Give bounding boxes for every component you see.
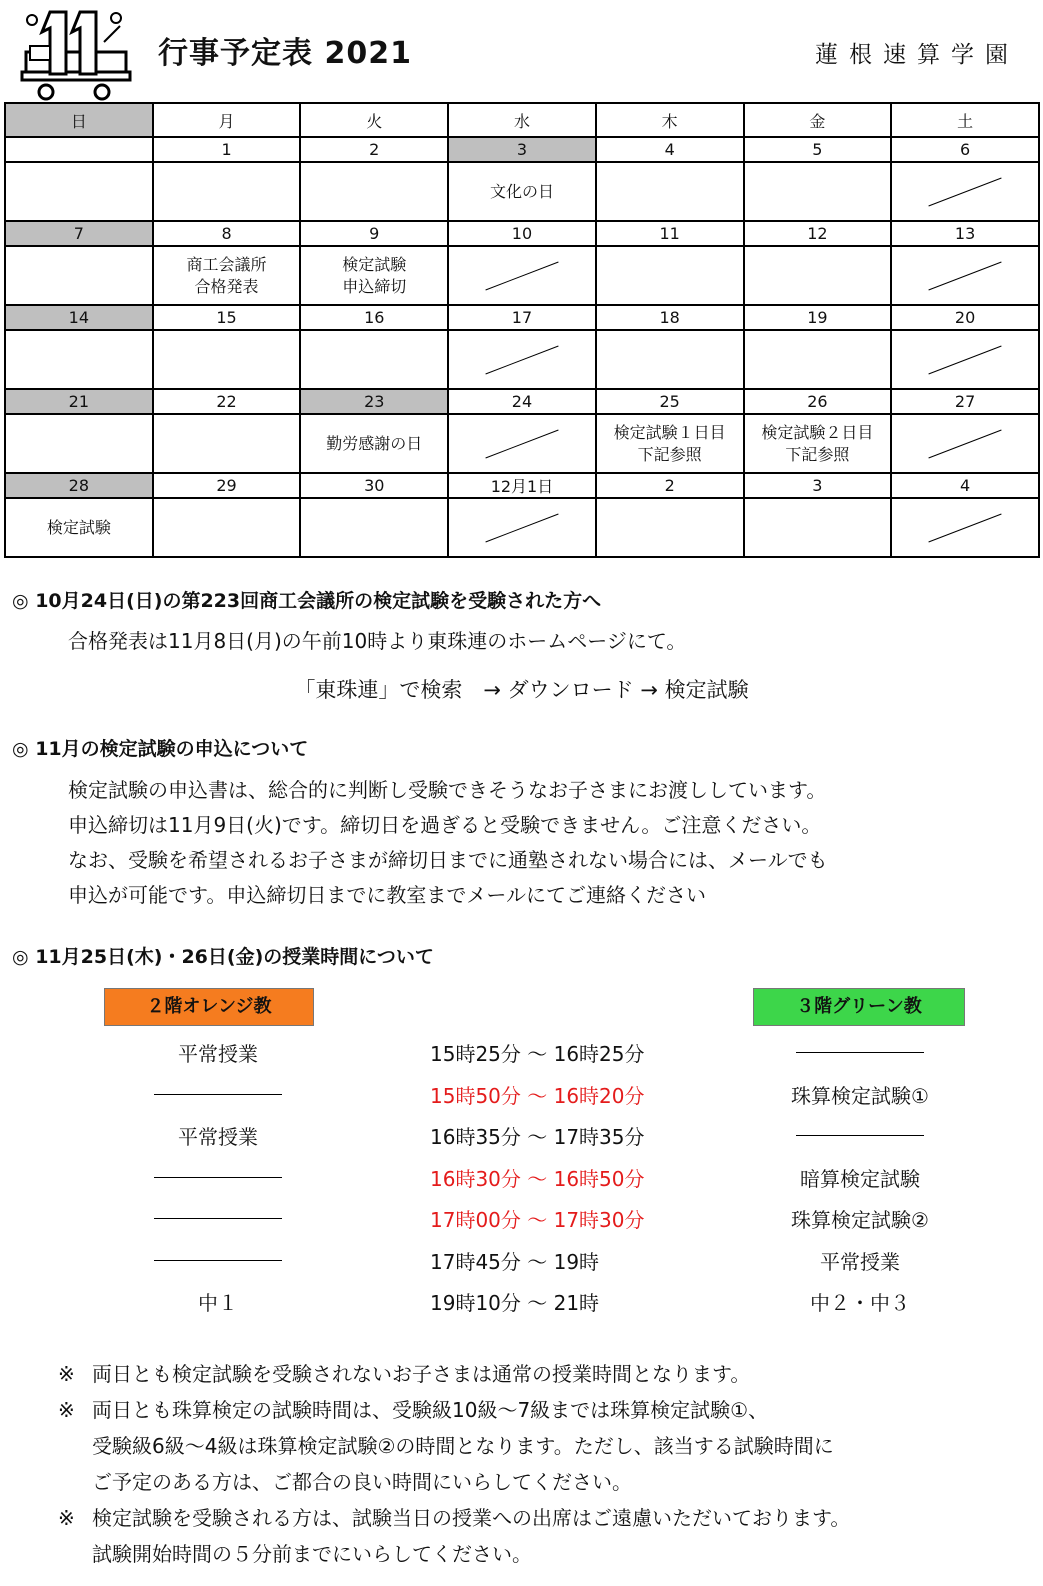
note-mark: ※	[58, 1506, 75, 1530]
schedule-row	[0, 1246, 1043, 1288]
time-slot: 16時35分 ～ 17時35分	[430, 1125, 645, 1149]
notes-list	[58, 1356, 1018, 1572]
application-line: なお、受験を希望されるお子さまが締切日までに通塾されない場合には、メールでも	[68, 848, 828, 872]
note-line: 受験級6級～4級は珠算検定試験②の時間となります。ただし、該当する試験時間に	[92, 1434, 834, 1458]
time-slot: 15時50分 ～ 16時20分	[430, 1083, 645, 1108]
date-event-cell	[744, 414, 892, 473]
date-event-row	[5, 162, 1039, 221]
time-slot: 16時30分 ～ 16時50分	[430, 1166, 645, 1191]
time-slot: 17時45分 ～ 19時	[430, 1249, 600, 1274]
date-event-row	[5, 330, 1039, 389]
date-event-cell	[300, 246, 448, 305]
date-number: 24	[448, 389, 596, 414]
date-number: 14	[5, 305, 153, 330]
date-event-cell	[891, 162, 1039, 221]
date-number: 6	[891, 137, 1039, 162]
orange-room-activity: 平常授業	[178, 1042, 258, 1066]
event-text: 文化の日	[489, 181, 554, 201]
note-mark: ※	[58, 1362, 75, 1386]
no-class-slash	[929, 513, 1002, 542]
no-class-slash	[485, 345, 558, 374]
event-text: 商工会議所	[186, 254, 267, 274]
date-event-row	[5, 498, 1039, 557]
none-dash	[154, 1094, 282, 1095]
date-number: 21	[5, 389, 153, 414]
no-class-slash	[929, 261, 1002, 290]
green-room-activity	[760, 1121, 960, 1145]
schedule-row	[0, 1121, 1043, 1163]
date-number-row	[5, 389, 1039, 414]
date-event-cell	[744, 162, 892, 221]
none-dash	[154, 1218, 282, 1219]
date-event-cell	[891, 498, 1039, 557]
date-event-cell	[448, 246, 596, 305]
date-event-cell	[596, 162, 744, 221]
time-slot: 19時10分 ～ 21時	[430, 1291, 600, 1315]
weekday-mon: 月	[153, 103, 301, 137]
event-text: 合格発表	[194, 276, 259, 296]
section-heading-class-times: ◎ 11月25日(木)・26日(金)の授業時間について	[12, 946, 434, 968]
date-number: 30	[300, 473, 448, 498]
no-class-slash	[485, 513, 558, 542]
date-number: 12	[744, 221, 892, 246]
date-event-cell	[153, 162, 301, 221]
weekday-header-row	[5, 103, 1039, 137]
date-event-row	[5, 246, 1039, 305]
green-room-activity: 珠算検定試験①	[791, 1083, 929, 1108]
date-number: 18	[596, 305, 744, 330]
date-event-cell	[891, 246, 1039, 305]
download-instructions: 「東珠連」で検索 → ダウンロード → 検定試験	[294, 678, 749, 702]
weekday-fri: 金	[744, 103, 892, 137]
event-text: 検定試験２日目	[761, 422, 874, 442]
orange-room-activity	[120, 1080, 316, 1104]
date-event-cell	[744, 246, 892, 305]
date-number: 4	[891, 473, 1039, 498]
date-event-cell	[153, 330, 301, 389]
date-event-cell	[744, 330, 892, 389]
date-event-cell	[300, 162, 448, 221]
application-text	[68, 773, 828, 913]
date-number-row	[5, 137, 1039, 162]
none-dash	[796, 1052, 924, 1053]
schedule-row	[0, 1080, 1043, 1122]
green-room-activity: 平常授業	[820, 1249, 900, 1274]
orange-room-activity	[120, 1246, 316, 1270]
date-number: 13	[891, 221, 1039, 246]
green-room-activity: 珠算検定試験②	[791, 1208, 929, 1232]
date-number: 19	[744, 305, 892, 330]
no-class-slash	[929, 345, 1002, 374]
date-event-cell	[153, 414, 301, 473]
date-event-cell	[596, 246, 744, 305]
date-number: 17	[448, 305, 596, 330]
date-event-cell	[153, 498, 301, 557]
date-event-row	[5, 414, 1039, 473]
date-number: 25	[596, 389, 744, 414]
orange-room-activity	[120, 1204, 316, 1228]
date-number-row	[5, 473, 1039, 498]
event-text: 勤労感謝の日	[326, 433, 423, 453]
date-number: 28	[5, 473, 153, 498]
weekday-sun: 日	[5, 103, 153, 137]
date-event-cell	[596, 498, 744, 557]
none-dash	[154, 1177, 282, 1178]
date-number: 10	[448, 221, 596, 246]
date-number: 22	[153, 389, 301, 414]
no-class-slash	[485, 261, 558, 290]
weekday-wed: 水	[448, 103, 596, 137]
date-event-cell	[891, 414, 1039, 473]
green-room-activity: 中２・中３	[810, 1291, 910, 1315]
orange-room-activity	[120, 1163, 316, 1187]
date-event-cell	[300, 414, 448, 473]
note-line: 両日とも珠算検定の試験時間は、受験級10級～7級までは珠算検定試験①、	[92, 1398, 769, 1422]
time-slot: 17時00分 ～ 17時30分	[430, 1208, 645, 1232]
orange-classroom-label: ２階オレンジ教	[104, 988, 314, 1026]
page-title: 行事予定表 2021	[158, 36, 412, 71]
date-event-cell	[744, 498, 892, 557]
none-dash	[154, 1260, 282, 1261]
date-event-cell	[596, 414, 744, 473]
date-number: 12月1日	[448, 473, 596, 498]
section-heading-application: ◎ 11月の検定試験の申込について	[12, 738, 309, 760]
application-line: 申込が可能です。申込締切日までに教室までメールにてご連絡ください	[68, 883, 706, 907]
event-text: 検定試験	[342, 254, 407, 274]
section-heading-exam-results: ◎ 10月24日(日)の第223回商工会議所の検定試験を受験された方へ	[12, 590, 602, 612]
schedule-row	[0, 1038, 1043, 1080]
date-number: 3	[744, 473, 892, 498]
date-number: 29	[153, 473, 301, 498]
date-number: 16	[300, 305, 448, 330]
green-room-activity	[760, 1038, 960, 1062]
date-number: 2	[596, 473, 744, 498]
weekday-tue: 火	[300, 103, 448, 137]
date-event-cell	[5, 330, 153, 389]
orange-room-activity: 中１	[198, 1291, 238, 1315]
date-event-cell	[153, 246, 301, 305]
schedule-row	[0, 1163, 1043, 1205]
note-item	[58, 1392, 1018, 1500]
green-classroom-label: ３階グリーン教	[753, 988, 965, 1026]
calendar-table	[4, 102, 1040, 558]
date-number: 8	[153, 221, 301, 246]
date-event-cell	[448, 162, 596, 221]
event-text: 検定試験	[46, 517, 111, 537]
green-room-activity: 暗算検定試験	[800, 1166, 920, 1191]
note-line: 検定試験を受験される方は、試験当日の授業への出席はご遠慮いただいております。	[92, 1506, 851, 1530]
note-item	[58, 1356, 1018, 1392]
weekday-thu: 木	[596, 103, 744, 137]
date-number: 20	[891, 305, 1039, 330]
date-number: 27	[891, 389, 1039, 414]
no-class-slash	[485, 429, 558, 458]
date-event-cell	[300, 498, 448, 557]
no-class-slash	[929, 177, 1002, 206]
date-number: 11	[596, 221, 744, 246]
time-slot: 15時25分 ～ 16時25分	[430, 1042, 645, 1066]
note-line: 両日とも検定試験を受験されないお子さまは通常の授業時間となります。	[92, 1362, 751, 1386]
date-number: 2	[300, 137, 448, 162]
schedule-row	[0, 1204, 1043, 1246]
event-text: 検定試験１日目	[613, 422, 726, 442]
note-line: ご予定のある方は、ご都合の良い時間にいらしてください。	[92, 1470, 632, 1494]
event-text: 下記参照	[785, 444, 850, 464]
date-number: 3	[448, 137, 596, 162]
application-line: 申込締切は11月9日(火)です。締切日を過ぎると受験できません。ご注意ください。	[68, 813, 822, 837]
school-name: 蓮根速算学園	[815, 42, 1019, 68]
date-event-cell	[300, 330, 448, 389]
date-number: 1	[153, 137, 301, 162]
weekday-sat: 土	[891, 103, 1039, 137]
date-event-cell	[5, 162, 153, 221]
date-event-cell	[5, 246, 153, 305]
orange-room-activity: 平常授業	[178, 1125, 258, 1149]
results-announcement-text: 合格発表は11月8日(月)の午前10時より東珠連のホームページにて。	[68, 629, 687, 653]
date-event-cell	[5, 498, 153, 557]
date-number	[5, 137, 153, 162]
note-mark: ※	[58, 1398, 75, 1422]
no-class-slash	[929, 429, 1002, 458]
date-number: 15	[153, 305, 301, 330]
november-11-calendar-logo	[20, 6, 132, 102]
schedule-row	[0, 1287, 1043, 1329]
date-number: 23	[300, 389, 448, 414]
date-event-cell	[448, 498, 596, 557]
none-dash	[796, 1135, 924, 1136]
date-number: 4	[596, 137, 744, 162]
note-item	[58, 1500, 1018, 1572]
date-number-row	[5, 305, 1039, 330]
date-number: 26	[744, 389, 892, 414]
date-event-cell	[448, 414, 596, 473]
date-event-cell	[596, 330, 744, 389]
date-number: 9	[300, 221, 448, 246]
event-text: 申込締切	[342, 276, 407, 296]
date-event-cell	[891, 330, 1039, 389]
event-text: 下記参照	[637, 444, 702, 464]
date-number: 5	[744, 137, 892, 162]
date-number-row	[5, 221, 1039, 246]
date-event-cell	[448, 330, 596, 389]
note-line: 試験開始時間の５分前までにいらしてください。	[92, 1542, 532, 1566]
application-line: 検定試験の申込書は、総合的に判断し受験できそうなお子さまにお渡ししています。	[68, 778, 827, 802]
date-event-cell	[5, 414, 153, 473]
date-number: 7	[5, 221, 153, 246]
